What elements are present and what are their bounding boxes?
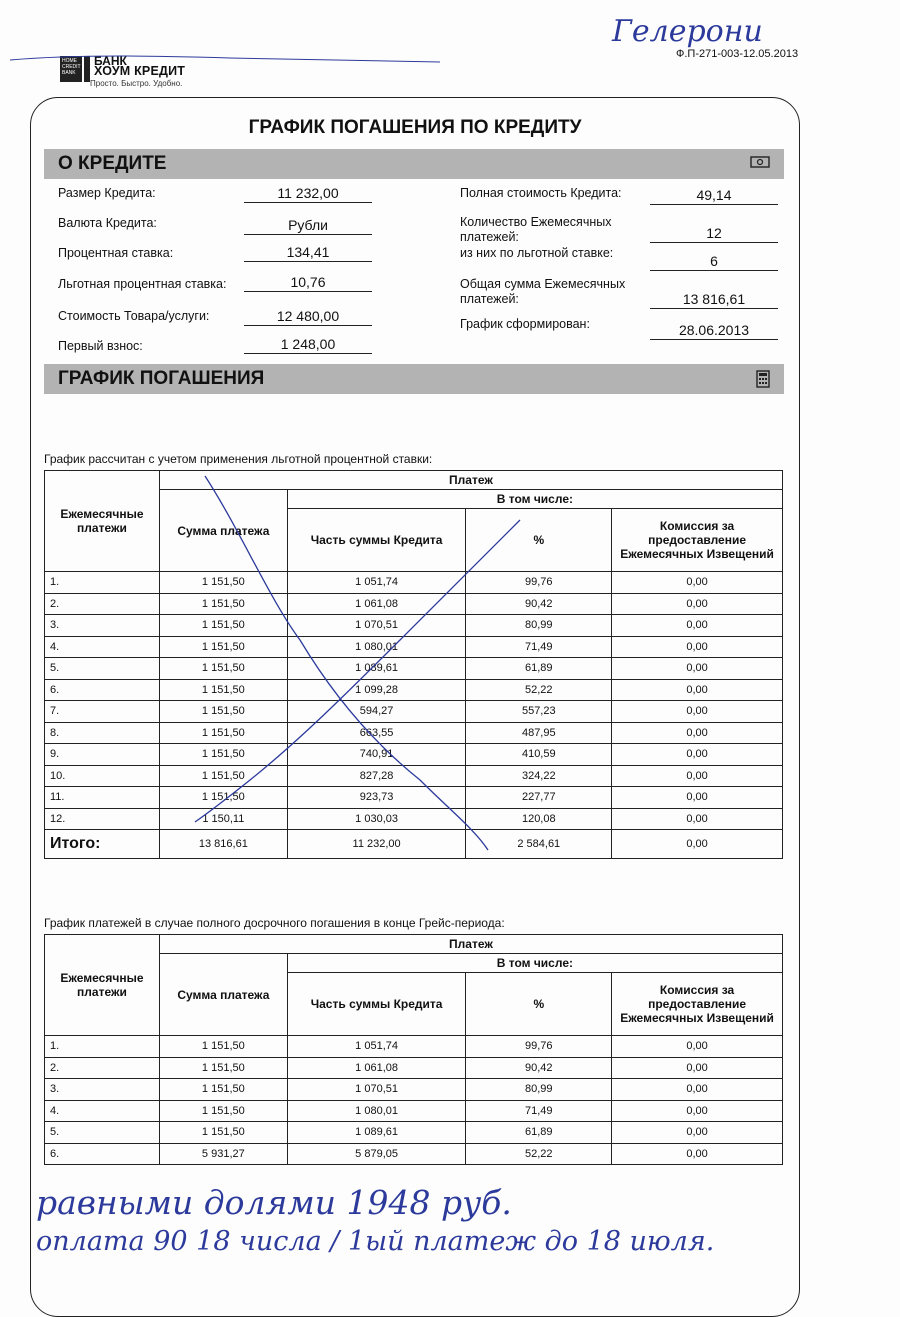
row-number: 3. xyxy=(45,615,160,637)
principal-part: 1 080,01 xyxy=(287,636,466,658)
currency-label: Валюта Кредита: xyxy=(58,216,157,230)
principal-part: 1 070,51 xyxy=(287,1079,466,1101)
principal-part: 663,55 xyxy=(287,722,466,744)
principal-part: 923,73 xyxy=(287,787,466,809)
row-number: 6. xyxy=(45,1143,160,1165)
payment-amount: 5 931,27 xyxy=(159,1143,287,1165)
col-percent-header: % xyxy=(466,509,612,572)
interest-part: 80,99 xyxy=(466,1079,612,1101)
logo-bank-text: БАНК xyxy=(94,54,127,68)
document-title: ГРАФИК ПОГАШЕНИЯ ПО КРЕДИТУ xyxy=(248,117,582,138)
principal-part: 1 030,03 xyxy=(287,808,466,830)
total-principal: 11 232,00 xyxy=(287,830,466,859)
commission: 0,00 xyxy=(612,1079,783,1101)
principal-part: 740,91 xyxy=(287,744,466,766)
commission: 0,00 xyxy=(612,572,783,594)
col-monthly-header: Ежемесячные платежи xyxy=(45,471,160,572)
total-payments-label-line1: Общая сумма Ежемесячных xyxy=(460,277,626,291)
commission: 0,00 xyxy=(612,808,783,830)
goods-cost-label: Стоимость Товара/услуги: xyxy=(58,309,210,323)
payment-amount: 1 151,50 xyxy=(159,658,287,680)
interest-part: 487,95 xyxy=(466,722,612,744)
full-cost-value: 49,14 xyxy=(650,186,778,205)
principal-part: 5 879,05 xyxy=(287,1143,466,1165)
logo-name-text: ХОУМ КРЕДИТ xyxy=(94,64,186,78)
col2-amount-header: Сумма платежа xyxy=(159,954,287,1036)
row-number: 9. xyxy=(45,744,160,766)
interest-part: 52,22 xyxy=(466,1143,612,1165)
col-amount-header: Сумма платежа xyxy=(159,490,287,572)
interest-part: 99,76 xyxy=(466,572,612,594)
row-number: 11. xyxy=(45,787,160,809)
principal-part: 1 061,08 xyxy=(287,593,466,615)
logo-slogan: Просто. Быстро. Удобно. xyxy=(90,79,183,88)
commission: 0,00 xyxy=(612,1122,783,1144)
goods-cost-value: 12 480,00 xyxy=(244,307,372,326)
principal-part: 1 080,01 xyxy=(287,1100,466,1122)
col2-commission-header: Комиссия за предоставление Ежемесячных Извещений xyxy=(612,973,783,1036)
col-commission-header: Комиссия за предоставление Ежемесячных Извещений xyxy=(612,509,783,572)
interest-part: 557,23 xyxy=(466,701,612,723)
commission: 0,00 xyxy=(612,593,783,615)
handwritten-note-line2: оплата 90 18 числа / 1ый платеж до 18 июля. xyxy=(36,1226,715,1257)
payment-amount: 1 151,50 xyxy=(159,701,287,723)
interest-part: 99,76 xyxy=(466,1036,612,1058)
col2-principal-header: Часть суммы Кредита xyxy=(287,973,466,1036)
commission: 0,00 xyxy=(612,744,783,766)
formed-value: 28.06.2013 xyxy=(650,321,778,340)
down-payment-label: Первый взнос: xyxy=(58,339,143,353)
row-number: 3. xyxy=(45,1079,160,1101)
logo-box: HOME CREDIT BANK xyxy=(60,56,82,82)
credit-amount-label: Размер Кредита: xyxy=(58,186,156,200)
interest-part: 90,42 xyxy=(466,593,612,615)
row-number: 7. xyxy=(45,701,160,723)
commission: 0,00 xyxy=(612,636,783,658)
commission: 0,00 xyxy=(612,787,783,809)
grace-count-value: 6 xyxy=(650,252,778,271)
commission: 0,00 xyxy=(612,701,783,723)
interest-part: 61,89 xyxy=(466,1122,612,1144)
commission: 0,00 xyxy=(612,1057,783,1079)
payments-count-label-line1: Количество Ежемесячных xyxy=(460,215,612,229)
interest-part: 90,42 xyxy=(466,1057,612,1079)
payments-count-value: 12 xyxy=(650,224,778,243)
interest-rate-label: Процентная ставка: xyxy=(58,246,174,260)
payment-amount: 1 151,50 xyxy=(159,679,287,701)
total-payments-value: 13 816,61 xyxy=(650,290,778,309)
handwritten-note-line1: равными долями 1948 руб. xyxy=(36,1183,512,1222)
payment-amount: 1 151,50 xyxy=(159,765,287,787)
payment-amount: 1 151,50 xyxy=(159,722,287,744)
commission: 0,00 xyxy=(612,765,783,787)
commission: 0,00 xyxy=(612,658,783,680)
col2-payment-header: Платеж xyxy=(159,935,782,954)
col2-monthly-header: Ежемесячные платежи xyxy=(45,935,160,1036)
principal-part: 1 051,74 xyxy=(287,1036,466,1058)
total-label: Итого: xyxy=(45,830,160,859)
row-number: 1. xyxy=(45,572,160,594)
row-number: 4. xyxy=(45,636,160,658)
principal-part: 827,28 xyxy=(287,765,466,787)
row-number: 1. xyxy=(45,1036,160,1058)
payment-amount: 1 151,50 xyxy=(159,1036,287,1058)
payment-amount: 1 151,50 xyxy=(159,744,287,766)
schedule-heading: ГРАФИК ПОГАШЕНИЯ xyxy=(58,368,265,389)
interest-part: 52,22 xyxy=(466,679,612,701)
commission: 0,00 xyxy=(612,679,783,701)
principal-part: 1 061,08 xyxy=(287,1057,466,1079)
total-payments-label-line2: платежей: xyxy=(460,292,519,306)
commission: 0,00 xyxy=(612,1100,783,1122)
row-number: 12. xyxy=(45,808,160,830)
principal-part: 1 051,74 xyxy=(287,572,466,594)
payment-amount: 1 150,11 xyxy=(159,808,287,830)
interest-part: 120,08 xyxy=(466,808,612,830)
total-commission: 0,00 xyxy=(612,830,783,859)
row-number: 2. xyxy=(45,593,160,615)
col-payment-header: Платеж xyxy=(159,471,782,490)
row-number: 2. xyxy=(45,1057,160,1079)
full-cost-label: Полная стоимость Кредита: xyxy=(460,186,622,200)
row-number: 8. xyxy=(45,722,160,744)
payment-amount: 1 151,50 xyxy=(159,1122,287,1144)
payment-amount: 1 151,50 xyxy=(159,593,287,615)
principal-part: 1 070,51 xyxy=(287,615,466,637)
payment-amount: 1 151,50 xyxy=(159,1079,287,1101)
commission: 0,00 xyxy=(612,615,783,637)
interest-part: 71,49 xyxy=(466,636,612,658)
row-number: 4. xyxy=(45,1100,160,1122)
table1-caption: График рассчитан с учетом применения льготной процентной ставки: xyxy=(44,452,433,466)
principal-part: 1 089,61 xyxy=(287,658,466,680)
commission: 0,00 xyxy=(612,1143,783,1165)
row-number: 5. xyxy=(45,658,160,680)
col-including-header: В том числе: xyxy=(287,490,782,509)
interest-rate-value: 134,41 xyxy=(244,243,372,262)
row-number: 6. xyxy=(45,679,160,701)
about-credit-heading: О КРЕДИТЕ xyxy=(58,153,167,174)
payments-count-label-line2: платежей: xyxy=(460,230,519,244)
interest-part: 61,89 xyxy=(466,658,612,680)
commission: 0,00 xyxy=(612,1036,783,1058)
interest-part: 410,59 xyxy=(466,744,612,766)
total-amount: 13 816,61 xyxy=(159,830,287,859)
grace-count-label: из них по льготной ставке: xyxy=(460,246,614,260)
table2-caption: График платежей в случае полного досрочного погашения в конце Грейс-периода: xyxy=(44,916,505,930)
form-code: Ф.П-271-003-12.05.2013 xyxy=(676,48,799,60)
col2-percent-header: % xyxy=(466,973,612,1036)
commission: 0,00 xyxy=(612,722,783,744)
row-number: 10. xyxy=(45,765,160,787)
principal-part: 1 099,28 xyxy=(287,679,466,701)
payment-amount: 1 151,50 xyxy=(159,572,287,594)
col-principal-header: Часть суммы Кредита xyxy=(287,509,466,572)
interest-part: 227,77 xyxy=(466,787,612,809)
payment-amount: 1 151,50 xyxy=(159,787,287,809)
handwritten-note-top: Гелерони xyxy=(612,14,763,49)
interest-part: 71,49 xyxy=(466,1100,612,1122)
row-number: 5. xyxy=(45,1122,160,1144)
grace-rate-label: Льготная процентная ставка: xyxy=(58,277,227,291)
payment-amount: 1 151,50 xyxy=(159,1100,287,1122)
formed-label: График сформирован: xyxy=(460,317,590,331)
interest-part: 80,99 xyxy=(466,615,612,637)
col2-including-header: В том числе: xyxy=(287,954,782,973)
payment-amount: 1 151,50 xyxy=(159,1057,287,1079)
interest-part: 324,22 xyxy=(466,765,612,787)
payment-amount: 1 151,50 xyxy=(159,615,287,637)
currency-value: Рубли xyxy=(244,216,372,235)
principal-part: 594,27 xyxy=(287,701,466,723)
grace-rate-value: 10,76 xyxy=(244,273,372,292)
principal-part: 1 089,61 xyxy=(287,1122,466,1144)
payment-amount: 1 151,50 xyxy=(159,636,287,658)
down-payment-value: 1 248,00 xyxy=(244,335,372,354)
credit-amount-value: 11 232,00 xyxy=(244,184,372,203)
total-percent: 2 584,61 xyxy=(466,830,612,859)
